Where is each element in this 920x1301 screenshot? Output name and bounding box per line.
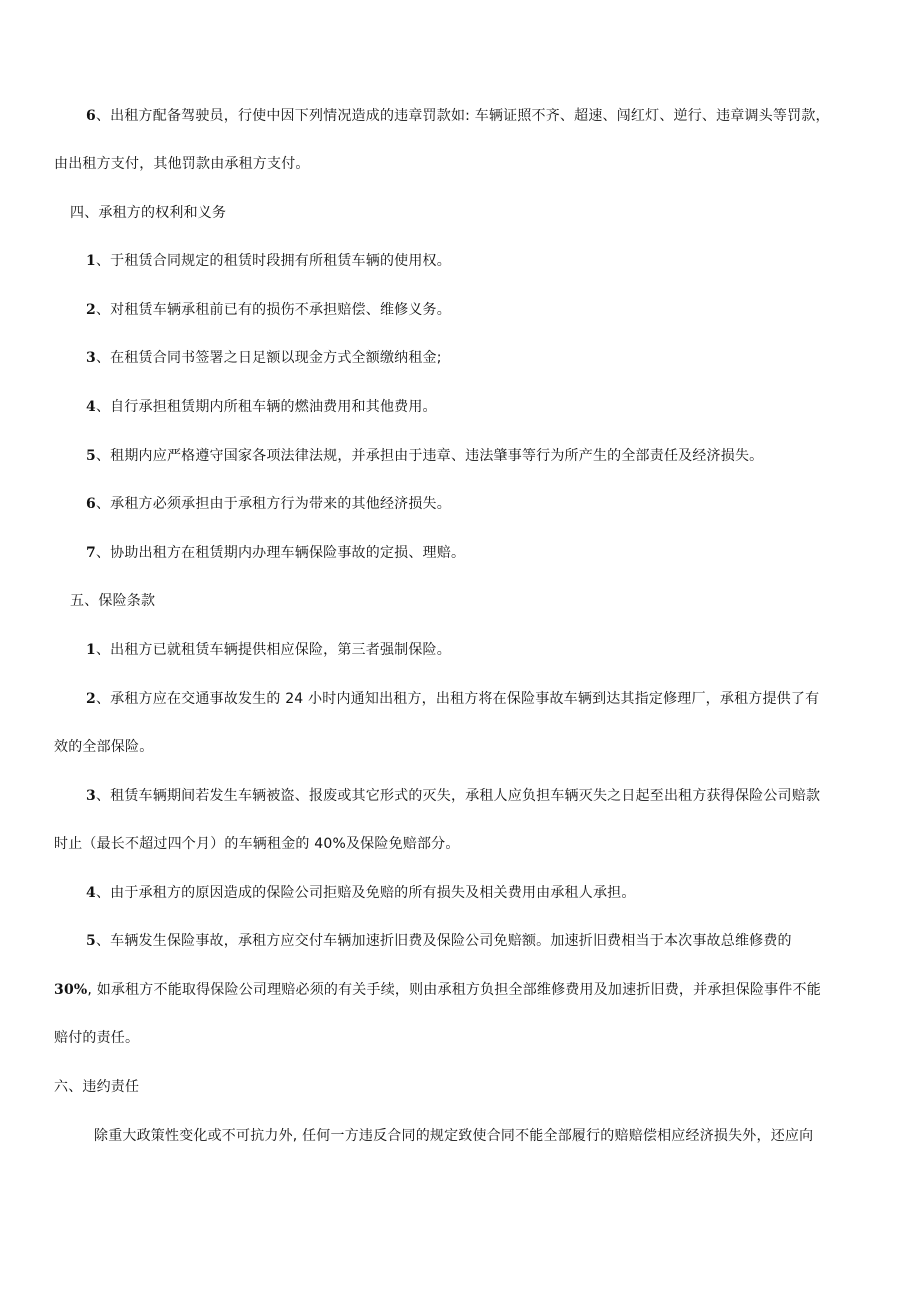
item-number: 7 (86, 545, 96, 561)
paragraph-line (86, 446, 763, 466)
line-text: 六、违约责任 (54, 1079, 140, 1095)
paragraph-line (86, 251, 451, 271)
item-number: 30% (54, 982, 88, 998)
item-number: 6 (86, 496, 96, 512)
paragraph-line (86, 543, 465, 563)
paragraph-line (54, 154, 310, 174)
item-number: 1 (86, 642, 96, 658)
line-text: 、在租赁合同书签署之日足额以现金方式全额缴纳租金; (95, 350, 442, 366)
line-text: , 如承租方不能取得保险公司理赔必须的有关手续，则由承租方负担全部维修费用及加速折旧费，并承担保险事件不能 (87, 982, 821, 998)
paragraph-line (86, 640, 451, 660)
item-number: 3 (86, 350, 96, 366)
paragraph-line (86, 348, 442, 368)
paragraph-line (86, 883, 636, 903)
item-number: 3 (86, 788, 96, 804)
item-number: 5 (86, 448, 96, 464)
paragraph-line (86, 931, 792, 951)
line-text: 、协助出租方在租赁期内办理车辆保险事故的定损、理赔。 (95, 545, 466, 561)
section-heading (70, 591, 155, 611)
section-heading (54, 1077, 139, 1097)
paragraph-line (86, 689, 819, 709)
paragraph-line (54, 1028, 139, 1048)
item-number: 1 (86, 253, 96, 269)
line-text: 、自行承担租赁期内所租车辆的燃油费用和其他费用。 (95, 399, 437, 415)
paragraph-line (86, 397, 437, 417)
item-number: 2 (86, 302, 96, 318)
line-text: 、于租赁合同规定的租赁时段拥有所租赁车辆的使用权。 (95, 253, 451, 269)
line-text: 、车辆发生保险事故，承租方应交付车辆加速折旧费及保险公司免赔额。加速折旧费相当于本次事故总维修费的 (95, 933, 792, 949)
line-text: 、由于承租方的原因造成的保险公司拒赔及免赔的所有损失及相关费用由承租人承担。 (95, 885, 636, 901)
line-text: 、承租方必须承担由于承租方行为带来的其他经济损失。 (95, 496, 451, 512)
paragraph-line (54, 834, 460, 854)
line-text: 、承租方应在交通事故发生的 24 小时内通知出租方，出租方将在保险事故车辆到达其指定修理厂，承租方提供了有 (95, 691, 820, 707)
line-text: 除重大政策性变化或不可抗力外, 任何一方违反合同的规定致使合同不能全部履行的赔赔偿相应经济损失外，还应向 (94, 1128, 814, 1144)
line-text: 、租期内应严格遵守国家各项法律法规，并承担由于违章、违法肇事等行为所产生的全部责任及经济损失。 (95, 448, 764, 464)
line-text: 四、承租方的权利和义务 (70, 205, 227, 221)
item-number: 2 (86, 691, 96, 707)
paragraph-line (94, 1126, 813, 1146)
paragraph-line (86, 494, 451, 514)
item-number: 6 (86, 108, 96, 124)
section-heading (70, 203, 226, 223)
paragraph-line (86, 106, 830, 126)
line-text: 、对租赁车辆承租前已有的损伤不承担赔偿、维修义务。 (95, 302, 451, 318)
item-number: 4 (86, 399, 96, 415)
line-text: 五、保险条款 (70, 593, 156, 609)
line-text: 、租赁车辆期间若发生车辆被盗、报废或其它形式的灭失，承租人应负担车辆灭失之日起至出租方获得保险公司赔款 (95, 788, 821, 804)
paragraph-line (54, 980, 821, 1000)
line-text: 效的全部保险。 (54, 739, 154, 755)
paragraph-line (86, 786, 820, 806)
paragraph-line (86, 300, 451, 320)
line-text: 、出租方配备驾驶员，行使中因下列情况造成的违章罚款如: 车辆证照不齐、超速、闯红灯、逆行、违章调头等罚款， (95, 108, 830, 124)
line-text: 赔付的责任。 (54, 1030, 140, 1046)
line-text: 时止（最长不超过四个月）的车辆租金的 40%及保险免赔部分。 (54, 836, 460, 852)
line-text: 由出租方支付，其他罚款由承租方支付。 (54, 156, 310, 172)
item-number: 5 (86, 933, 96, 949)
paragraph-line (54, 737, 153, 757)
item-number: 4 (86, 885, 96, 901)
line-text: 、出租方已就租赁车辆提供相应保险，第三者强制保险。 (95, 642, 451, 658)
